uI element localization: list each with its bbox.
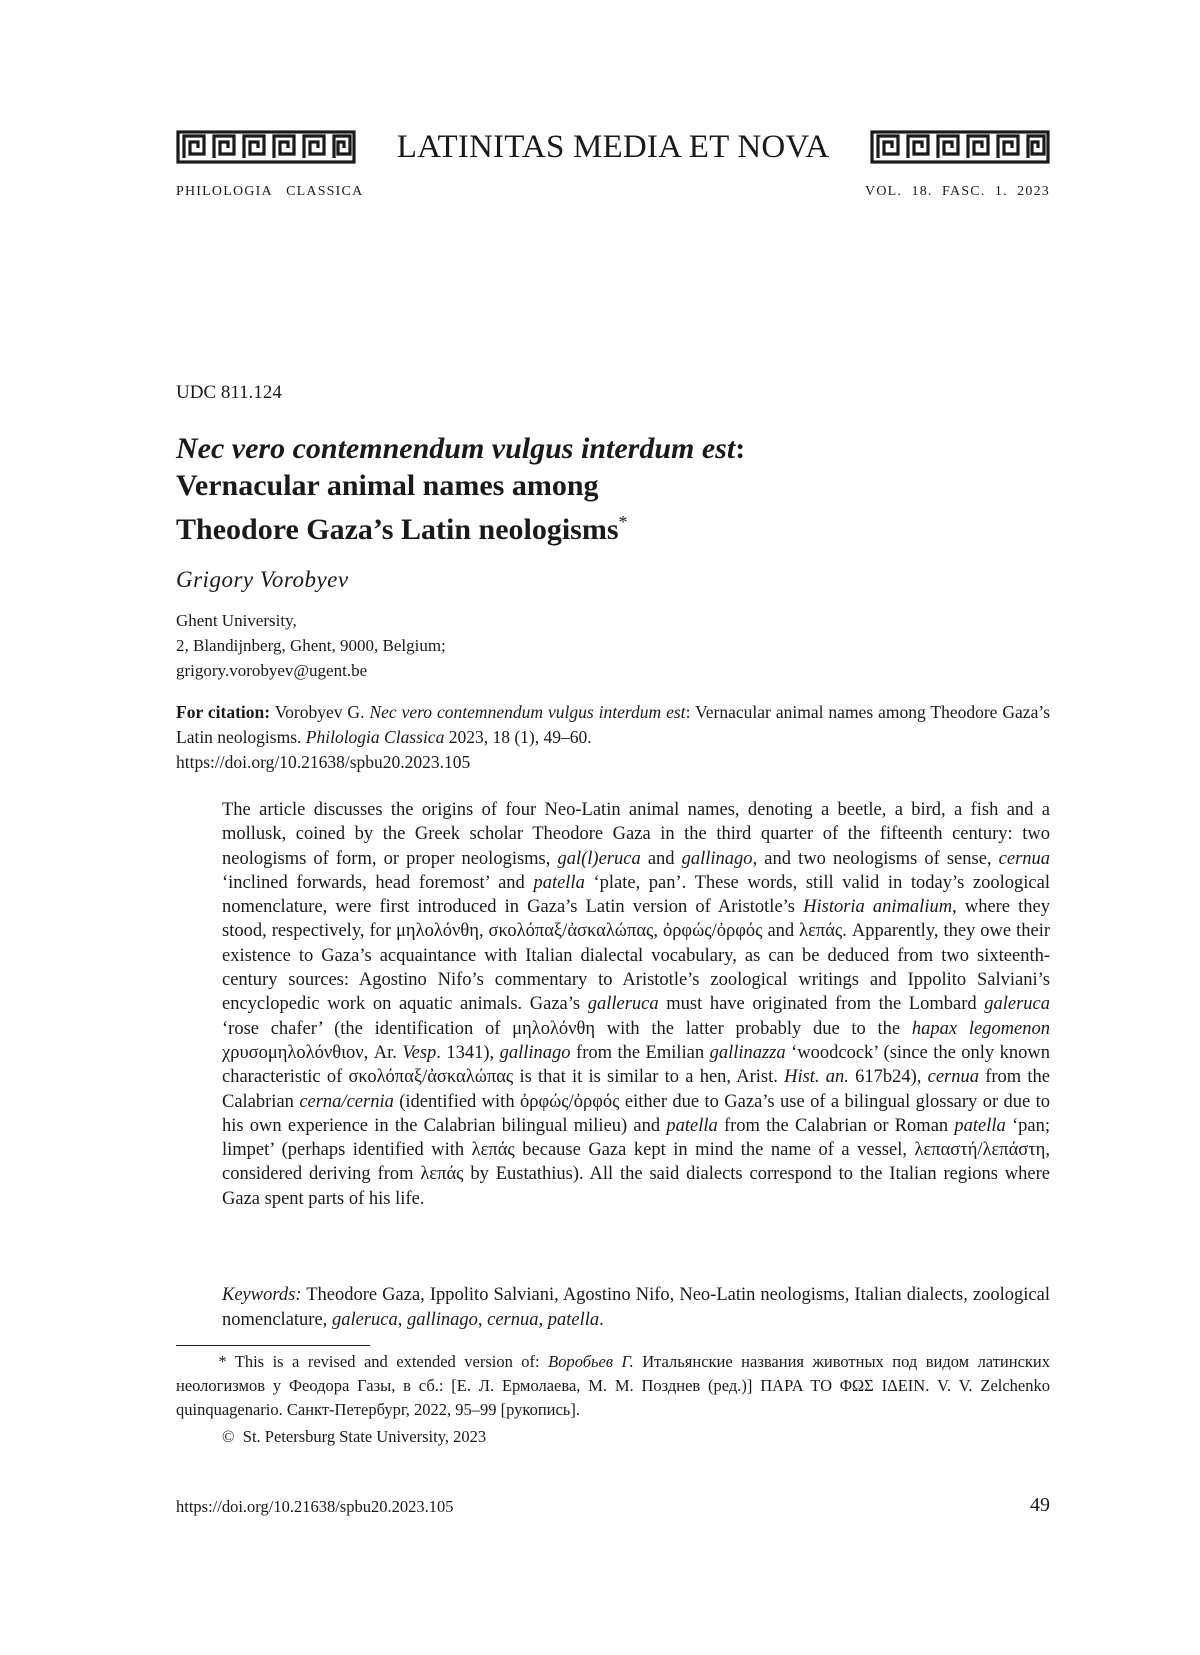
- footnote: [176, 1350, 1050, 1422]
- keyword-term: gallinago: [406, 1309, 478, 1330]
- keywords-label: Keywords:: [222, 1285, 302, 1305]
- abstract-text: from the Emilian: [570, 1042, 710, 1063]
- series-label: PHILOLOGIA CLASSICA: [176, 184, 364, 199]
- journal-name: LATINITAS MEDIA ET NOVA: [396, 129, 830, 165]
- keywords-text: Theodore Gaza, Ippolito Salviani, Agostino Nifo, Neo-Latin neologisms, Italian dialects, zoological nomenclature,: [222, 1285, 1050, 1330]
- abstract-term: hapax legomenon: [911, 1018, 1051, 1039]
- volume-label: VOL. 18. FASC. 1. 2023: [865, 184, 1050, 199]
- keywords: [222, 1283, 1050, 1332]
- keywords-separator: ,: [538, 1309, 548, 1330]
- keywords-end: .: [599, 1309, 604, 1330]
- abstract-text: , where they stood, respectively, for μηλολόνθη, σκολόπαξ/ἀσκαλώπας, ὀρφώς/ὀρφός and λεπάς. Apparently, they owe their existence to Gaza’s acquaintance with Italian dialectal vocabulary, as can be deduced from two sixteenth-century sources: Agostino Nifo’s commentary to Aristotle’s zoological writings and Ippolito Salviani’s encyclopedic work on aquatic animals. Gaza’s: [222, 897, 1050, 1015]
- footnote-author: Воробьев Г.: [548, 1352, 634, 1371]
- author-email[interactable]: grigory.vorobyev@ugent.be: [176, 661, 368, 680]
- affiliation-address: 2, Blandijnberg, Ghent, 9000, Belgium;: [176, 636, 446, 655]
- citation-title-italic: Nec vero contemnendum vulgus interdum est: [369, 702, 686, 722]
- affiliation-institution: Ghent University,: [176, 611, 297, 630]
- abstract-text: must have originated from the Lombard: [658, 994, 985, 1015]
- greek-key-meander-icon: [870, 130, 1050, 164]
- keyword-term: galeruca: [331, 1309, 398, 1330]
- udc-code: UDC 811.124: [176, 382, 282, 403]
- abstract-term: patella: [954, 1115, 1006, 1136]
- footer-doi-link[interactable]: https://doi.org/10.21638/spbu20.2023.105: [176, 1497, 454, 1516]
- author-name: Grigory Vorobyev: [176, 567, 349, 592]
- title-line-2: Vernacular animal names among: [176, 469, 599, 502]
- keyword-term: cernua: [487, 1309, 539, 1330]
- article-title: [176, 430, 1056, 548]
- abstract-term: gallinazza: [709, 1042, 786, 1063]
- abstract-term: Hist. an.: [784, 1067, 849, 1088]
- keyword-term: patella: [547, 1309, 600, 1330]
- abstract-term: cernua: [927, 1067, 979, 1088]
- abstract-text: ‘inclined forwards, head foremost’ and: [222, 872, 534, 893]
- abstract-term: cernua: [998, 848, 1051, 869]
- footnote-mark: *: [218, 1352, 227, 1371]
- abstract-term: Historia animalium: [803, 897, 953, 918]
- citation-author: Vorobyev G.: [274, 702, 365, 722]
- abstract-term: galeruca: [984, 994, 1050, 1015]
- title-colon: :: [735, 432, 746, 465]
- abstract-text: ‘pan; limpet’ (perhaps identified with λεπάς because Gaza kept in mind the name of a vessel, λεπαστή/λεπάστη, considered deriving from λεπάς by Eustathius). All the said dialects correspond to the Italian regions where Gaza spent parts of his life.: [222, 1115, 1050, 1209]
- citation-block: [176, 700, 1050, 775]
- citation-label: For citation:: [176, 702, 271, 722]
- footnote-text: Итальянские названия животных под видом латинских неологизмов у Феодора Газы, в сб.: [Е. Л. Ермолаева, М. М. Позднев (ред.)] ΠΑΡΑ ΤΟ ΦΩΣ ΙΔΕΙΝ. V. V. Zelchenko quinquagenario. Санкт-Петербург, 2022, 95–99 [рукопись].: [176, 1352, 1050, 1419]
- citation-details: 2023, 18 (1), 49–60.: [448, 727, 592, 747]
- journal-masthead: [176, 126, 1050, 168]
- keywords-separator: ,: [397, 1309, 407, 1330]
- abstract-term: Vesp: [402, 1042, 437, 1063]
- keywords-separator: ,: [477, 1309, 488, 1330]
- abstract-term: gal(l)eruca: [557, 848, 641, 869]
- abstract-term: patella: [666, 1115, 718, 1136]
- abstract-term: patella: [533, 872, 585, 893]
- abstract-text: 617b24),: [848, 1067, 928, 1088]
- abstract-text: , and two neologisms of sense,: [752, 848, 999, 869]
- citation-doi-link[interactable]: https://doi.org/10.21638/spbu20.2023.105: [176, 752, 471, 772]
- abstract-text: from the Calabrian: [222, 1067, 1051, 1112]
- citation-journal: Philologia Classica: [305, 727, 445, 747]
- abstract-text: The article discusses the origins of four Neo-Latin animal names, denoting a beetle, a bird, a fish and a mollusk, coined by the Greek scholar Theodore Gaza in the third quarter of the fifteenth century: two neologisms of form, or proper neologisms,: [222, 800, 1050, 869]
- abstract-text: ‘woodcock’ (since the only known characteristic of σκολόπαξ/ἀσκαλώπας is that it is similar to a hen, Arist.: [222, 1042, 1050, 1088]
- page-number: 49: [1030, 1494, 1050, 1516]
- abstract-text: and: [640, 848, 682, 869]
- abstract-term: galleruca: [587, 994, 659, 1015]
- citation-title-rest: : Vernacular animal names among Theodore Gaza’s Latin neologisms.: [176, 702, 1051, 747]
- copyright-notice: © St. Petersburg State University, 2023: [222, 1427, 487, 1446]
- title-line-3: Theodore Gaza’s Latin neologisms: [176, 513, 619, 546]
- abstract-text: . 1341),: [436, 1042, 500, 1063]
- abstract-term: gallinago: [499, 1042, 571, 1063]
- abstract-text: χρυσομηλολόνθιον, Ar.: [222, 1042, 403, 1063]
- footnote-text: This is a revised and extended version of:: [226, 1352, 549, 1371]
- abstract-term: gallinago: [681, 848, 753, 869]
- abstract-text: ‘rose chafer’ (the identification of μηλολόνθη with the latter probably due to the: [222, 1018, 912, 1039]
- title-italic-part: Nec vero contemnendum vulgus interdum est: [176, 432, 736, 465]
- footnote-divider: [176, 1345, 370, 1346]
- title-footnote-mark: *: [618, 512, 628, 532]
- abstract-text: (identified with ὀρφώς/ὀρφός either due to Gaza’s use of a bilingual glossary or due to his own experience in the Calabrian bilingual milieu) and: [222, 1091, 1050, 1136]
- abstract-term: cerna/cernia: [299, 1091, 394, 1112]
- author-affiliation: [176, 608, 446, 683]
- abstract-text: from the Calabrian or Roman: [717, 1115, 955, 1136]
- abstract-text: ‘plate, pan’. These words, still valid in today’s zoological nomenclature, were first introduced in Gaza’s Latin version of Aristotle’s: [222, 872, 1050, 918]
- abstract: [222, 798, 1050, 1211]
